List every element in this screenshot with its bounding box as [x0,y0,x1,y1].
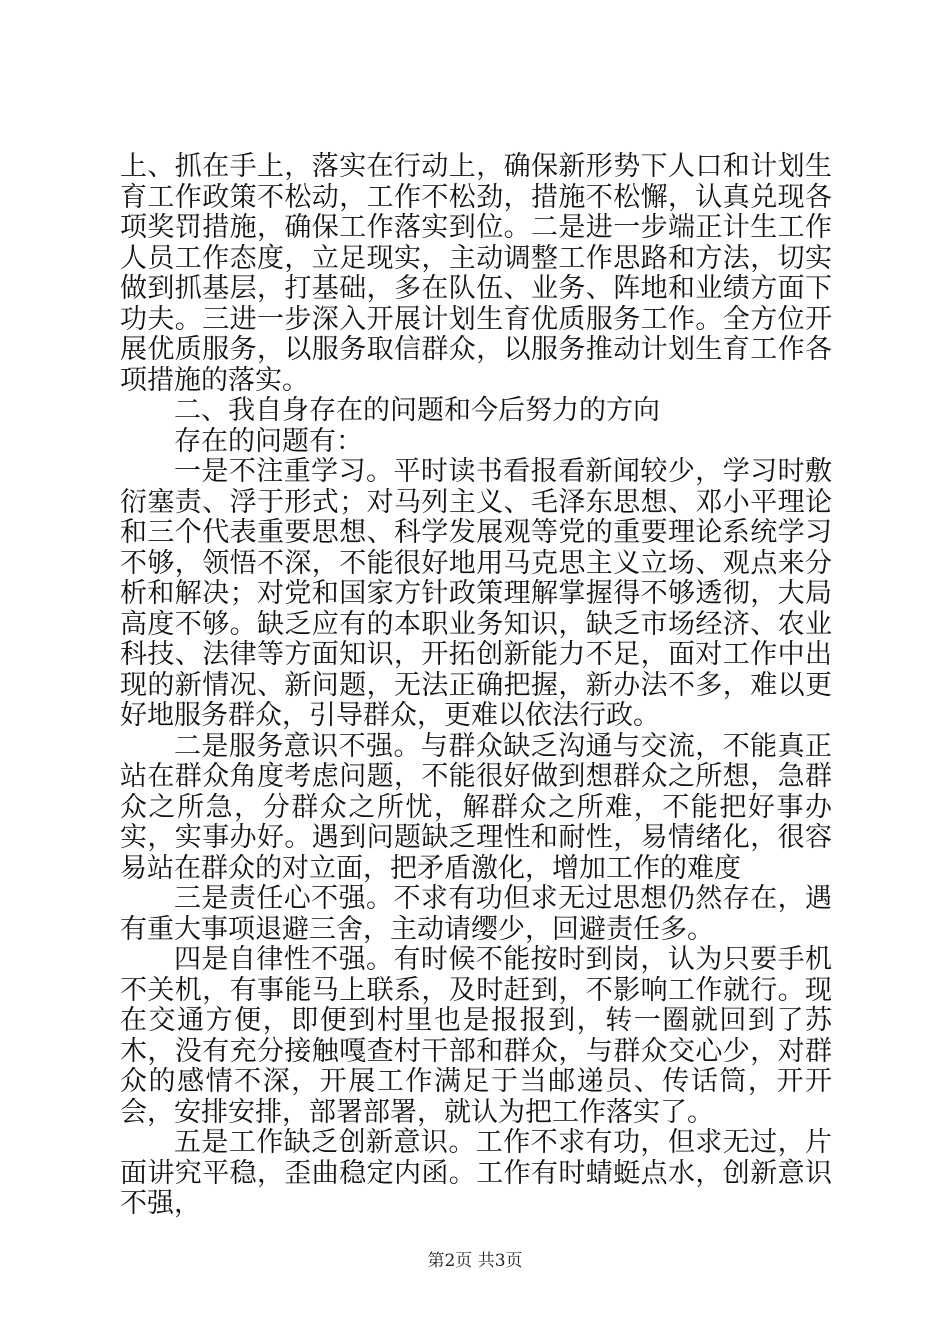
paragraph-problem-1: 一是不注重学习。平时读书看报看新闻较少，学习时敷衍塞责、浮于形式；对马列主义、毛泽东思想、邓小平理论和三个代表重要思想、科学发展观等党的重要理论系统学习不够，领悟不深，不能很好地用马克思主义立场、观点来分析和解决；对党和国家方针政策理解掌握得不够透彻，大局高度不够。缺乏应有的本职业务知识，缺乏市场经济、农业科技、法律等方面知识，开拓创新能力不足，面对工作中出现的新情况、新问题，无法正确把握，新办法不多，难以更好地服务群众，引导群众，更难以依法行政。 [120,456,832,731]
section-heading: 二、我自身存在的问题和今后努力的方向 [174,395,660,426]
paragraph-problem-5: 五是工作缺乏创新意识。工作不求有功，但求无过，片面讲究平稳，歪曲稳定内函。工作有时蜻蜓点水，创新意识不强， [120,1127,832,1219]
paragraph-problem-3: 三是责任心不强。不求有功但求无过思想仍然存在，遇有重大事项退避三舍，主动请缨少，回避责任多。 [120,883,832,945]
paragraph-problem-2: 二是服务意识不强。与群众缺乏沟通与交流，不能真正站在群众角度考虑问题，不能很好做到想群众之所想，急群众之所急，分群众之所忧，解群众之所难，不能把好事办实，实事办好。遇到问题缺乏理性和耐性，易情绪化，很容易站在群众的对立面，把矛盾激化，增加工作的难度 [120,730,832,884]
document-body [120,152,832,1220]
paragraph-continuation: 上、抓在手上，落实在行动上，确保新形势下人口和计划生育工作政策不松动，工作不松劲，措施不松懈，认真兑现各项奖罚措施，确保工作落实到位。二是进一步端正计生工作人员工作态度，立足现实，主动调整工作思路和方法，切实做到抓基层，打基础，多在队伍、业务、阵地和业绩方面下功夫。三进一步深入开展计划生育优质服务工作。全方位开展优质服务，以服务取信群众，以服务推动计划生育工作各项措施的落实。 [120,151,832,396]
paragraph-problem-4: 四是自律性不强。有时候不能按时到岗，认为只要手机不关机，有事能马上联系，及时赶到，不影响工作就行。现在交通方便，即便到村里也是报报到，转一圈就回到了苏木，没有充分接触嘎查村干部和群众，与群众交心少，对群众的感情不深，开展工作满足于当邮递员、传话筒，开开会，安排安排，部署部署，就认为把工作落实了。 [120,944,832,1128]
page-footer: 第2页 共3页 [427,1251,523,1271]
subheading-problems: 存在的问题有： [174,425,363,457]
